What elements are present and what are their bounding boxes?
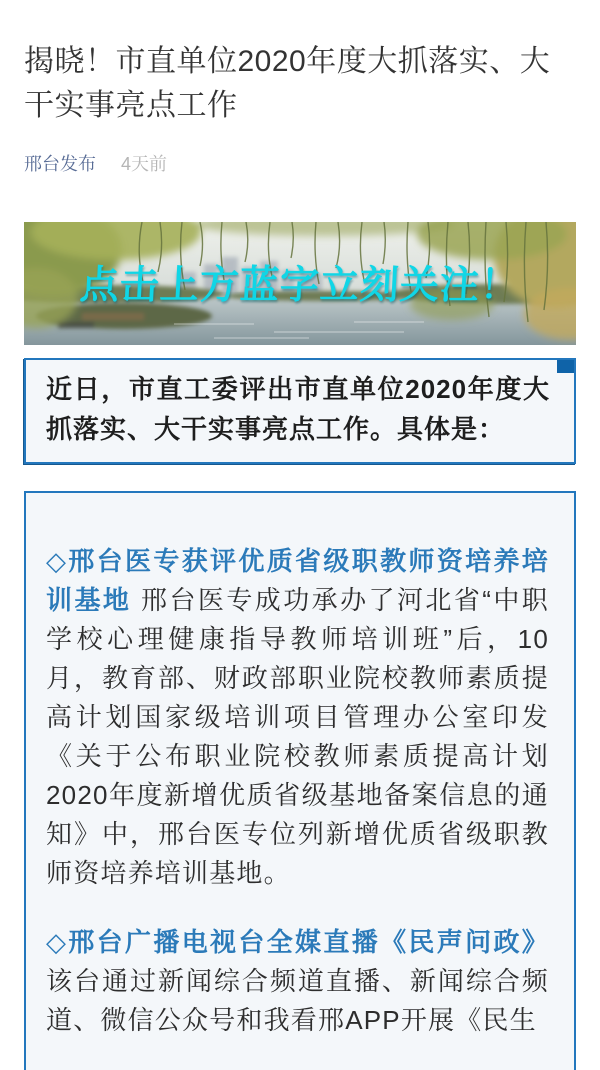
content-item (46, 923, 549, 1040)
content-item-heading: ◇邢台医专获评优质省级职教师资培养培训基地 (46, 546, 549, 615)
banner-overlay-text: 点击上方蓝字立刻关注！ (78, 264, 521, 307)
content-box (24, 491, 576, 1070)
banner-image[interactable] (24, 222, 576, 345)
content-item-heading: ◇邢台广播电视台全媒直播《民声问政》 (46, 927, 549, 957)
corner-square-decoration (557, 360, 574, 373)
article-meta (24, 153, 576, 175)
article-source-link[interactable]: 邢台发布 (24, 154, 96, 174)
article-timestamp: 4天前 (121, 154, 168, 174)
content-item-body: 邢台医专成功承办了河北省“中职学校心理健康指导教师培训班”后，10月，教育部、财政部职业院校教师素质提高计划国家级培训项目管理办公室印发《关于公布职业院校教师素质提高计划2020年度新增优质省级基地备案信息的通知》中，邢台医专位列新增优质省级职教师资培养培训基地。 (46, 585, 549, 888)
article-title: 揭晓！市直单位2020年度大抓落实、大干实事亮点工作 (24, 45, 551, 122)
intro-text: 近日，市直工委评出市直单位2020年度大抓落实、大干实事亮点工作。具体是： (46, 374, 550, 444)
content-item (46, 542, 549, 893)
intro-box (24, 358, 576, 464)
content-item-body: 该台通过新闻综合频道直播、新闻综合频道、微信公众号和我看邢APP开展《民生 (46, 966, 549, 1035)
